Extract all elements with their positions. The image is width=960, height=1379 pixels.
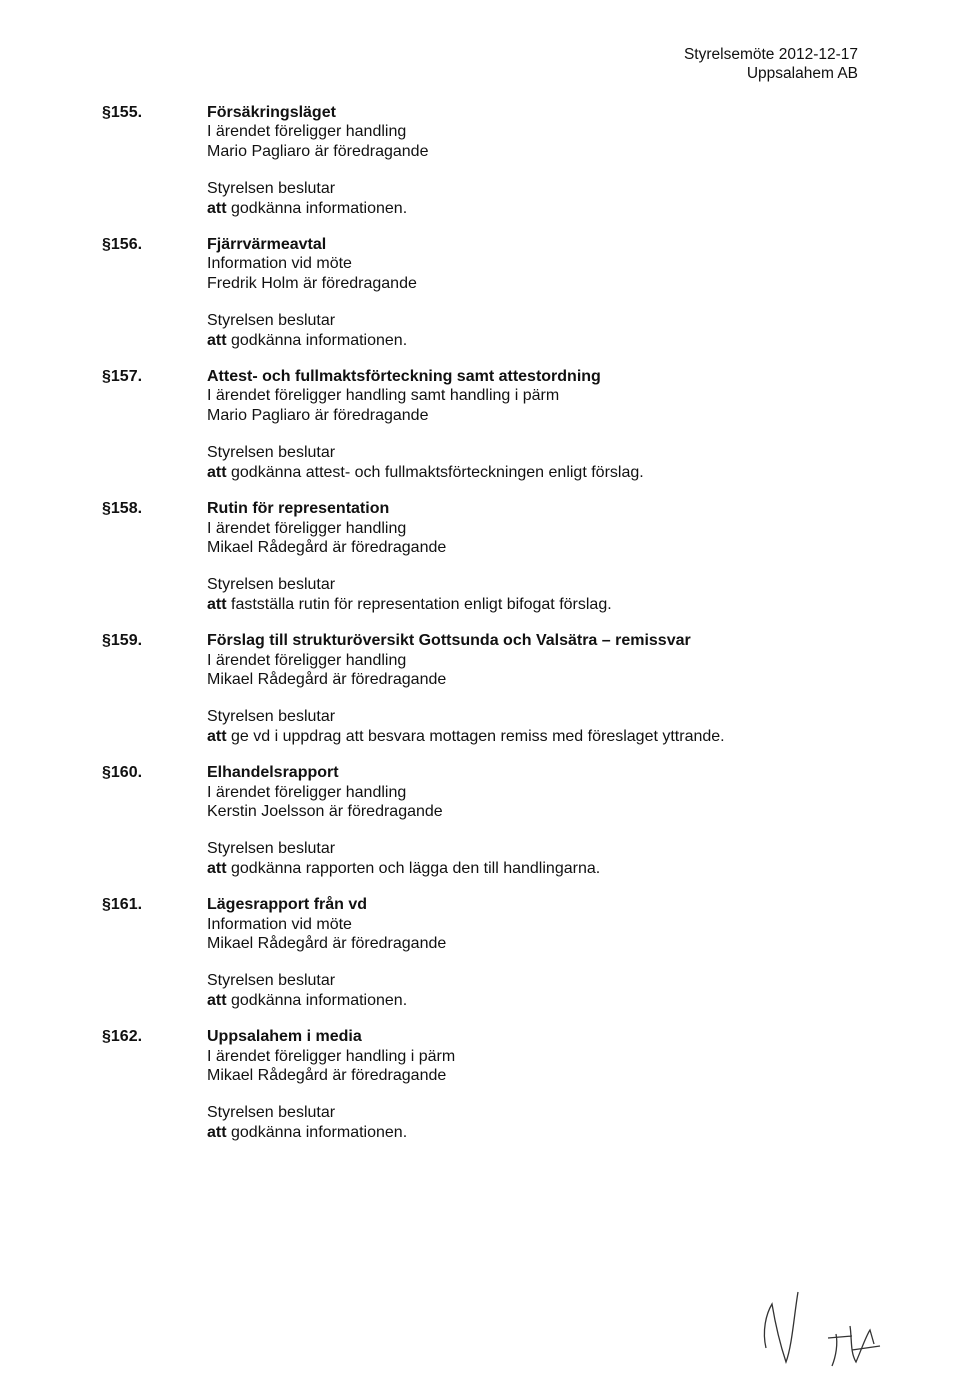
agenda-item — [102, 895, 862, 1010]
paragraph-number: §158. — [102, 500, 143, 518]
decision-body: ge vd i uppdrag att besvara mottagen remiss med föreslaget yttrande. — [226, 727, 725, 745]
item-basis: I ärendet föreligger handling — [207, 651, 407, 669]
board-decision-label: Styrelsen beslutar — [207, 576, 336, 594]
paragraph-number: §161. — [102, 896, 143, 914]
att-keyword: att — [207, 991, 227, 1009]
paragraph-number: §159. — [102, 632, 143, 650]
item-title: Fjärrvärmeavtal — [207, 236, 327, 254]
decision-text — [207, 727, 862, 746]
att-keyword: att — [207, 859, 227, 877]
item-title: Elhandelsrapport — [207, 764, 339, 782]
agenda-item — [102, 763, 862, 878]
item-basis: I ärendet föreligger handling i pärm — [207, 1047, 456, 1065]
item-basis: I ärendet föreligger handling — [207, 519, 407, 537]
decision-text — [207, 595, 862, 614]
item-content — [207, 1027, 862, 1142]
item-content — [207, 235, 862, 350]
item-presenter: Mikael Rådegård är föredragande — [207, 1067, 447, 1085]
item-content — [207, 895, 862, 1010]
decision-text — [207, 463, 862, 482]
att-keyword: att — [207, 199, 227, 217]
decision-text — [207, 859, 862, 878]
paragraph-number: §157. — [102, 368, 143, 386]
agenda-item — [102, 103, 862, 218]
decision-body: godkänna rapporten och lägga den till handlingarna. — [226, 859, 601, 877]
spacer — [207, 293, 862, 311]
item-title: Rutin för representation — [207, 500, 390, 518]
spacer — [207, 425, 862, 443]
item-presenter: Mikael Rådegård är föredragande — [207, 538, 447, 556]
item-presenter: Mikael Rådegård är föredragande — [207, 670, 447, 688]
item-presenter: Kerstin Joelsson är föredragande — [207, 802, 443, 820]
decision-body: godkänna informationen. — [226, 331, 408, 349]
paragraph-number: §155. — [102, 104, 143, 121]
att-keyword: att — [207, 331, 227, 349]
agenda-items — [102, 103, 862, 1159]
decision-body: fastställa rutin för representation enligt bifogat förslag. — [226, 595, 612, 613]
spacer — [207, 161, 862, 179]
agenda-item — [102, 1027, 862, 1142]
item-basis: Information vid möte — [207, 255, 352, 273]
item-title: Attest- och fullmaktsförteckning samt attestordning — [207, 368, 601, 386]
board-decision-label: Styrelsen beslutar — [207, 972, 336, 990]
item-title: Uppsalahem i media — [207, 1028, 362, 1046]
item-basis: I ärendet föreligger handling samt handling i pärm — [207, 387, 560, 405]
att-keyword: att — [207, 727, 227, 745]
spacer — [207, 821, 862, 839]
att-keyword: att — [207, 463, 227, 481]
item-basis: Information vid möte — [207, 915, 352, 933]
paragraph-number: §160. — [102, 764, 143, 782]
decision-text — [207, 199, 862, 218]
item-basis: I ärendet föreligger handling — [207, 783, 407, 801]
agenda-item — [102, 631, 862, 746]
spacer — [207, 557, 862, 575]
board-decision-label: Styrelsen beslutar — [207, 312, 336, 330]
board-decision-label: Styrelsen beslutar — [207, 180, 336, 198]
spacer — [207, 689, 862, 707]
item-presenter: Fredrik Holm är föredragande — [207, 274, 417, 292]
item-content — [207, 499, 862, 614]
item-content — [207, 367, 862, 482]
agenda-item — [102, 499, 862, 614]
item-content — [207, 763, 862, 878]
decision-text — [207, 991, 862, 1010]
item-content — [207, 103, 862, 218]
att-keyword: att — [207, 1123, 227, 1141]
board-decision-label: Styrelsen beslutar — [207, 1104, 336, 1122]
decision-body: godkänna informationen. — [226, 1123, 408, 1141]
item-title: Lägesrapport från vd — [207, 896, 368, 914]
board-decision-label: Styrelsen beslutar — [207, 444, 336, 462]
item-content — [207, 631, 862, 746]
item-basis: I ärendet föreligger handling — [207, 123, 407, 141]
item-title: Förslag till strukturöversikt Gottsunda och Valsätra – remissvar — [207, 632, 691, 650]
att-keyword: att — [207, 595, 227, 613]
decision-body: godkänna informationen. — [226, 991, 408, 1009]
decision-text — [207, 331, 862, 350]
decision-body: godkänna informationen. — [226, 199, 408, 217]
decision-body: godkänna attest- och fullmaktsförteckningen enligt förslag. — [226, 463, 644, 481]
agenda-item — [102, 235, 862, 350]
board-decision-label: Styrelsen beslutar — [207, 840, 336, 858]
paragraph-number: §162. — [102, 1028, 143, 1046]
spacer — [207, 953, 862, 971]
item-presenter: Mario Pagliaro är föredragande — [207, 406, 429, 424]
decision-text — [207, 1123, 862, 1142]
document-header — [684, 45, 858, 83]
agenda-item — [102, 367, 862, 482]
company-name: Uppsalahem AB — [746, 65, 858, 82]
item-presenter: Mario Pagliaro är föredragande — [207, 142, 429, 160]
item-presenter: Mikael Rådegård är föredragande — [207, 935, 447, 952]
item-title: Försäkringsläget — [207, 104, 336, 121]
board-decision-label: Styrelsen beslutar — [207, 708, 336, 726]
meeting-date: Styrelsemöte 2012-12-17 — [683, 46, 858, 63]
handwritten-initials — [752, 1286, 892, 1372]
spacer — [207, 1085, 862, 1103]
paragraph-number: §156. — [102, 236, 143, 254]
